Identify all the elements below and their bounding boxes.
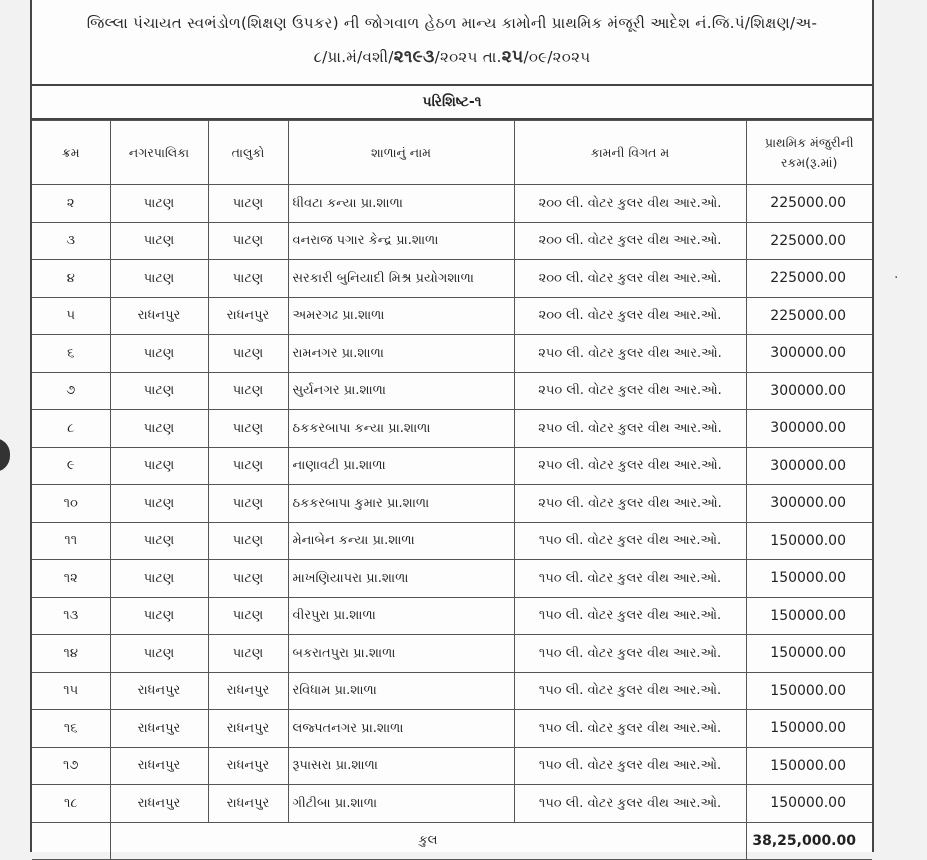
order-ref-suffix: /૦૯/૨૦૨૫	[523, 48, 591, 66]
order-ref-mid: /૨૦૨૫ તા.	[434, 48, 502, 66]
row-serial: ૧૧	[32, 522, 110, 560]
row-serial: ૭	[32, 372, 110, 410]
row-amount: 150000.00	[746, 672, 872, 710]
row-work-detail: ૨૫૦ લી. વોટર કુલર વીથ આર.ઓ.	[514, 335, 746, 373]
row-work-detail: ૨૦૦ લી. વોટર કુલર વીથ આર.ઓ.	[514, 260, 746, 298]
total-amount: 38,25,000.00	[746, 822, 872, 860]
row-school-name: રૂપાસરા પ્રા.શાળા	[288, 747, 514, 785]
table-row	[32, 747, 872, 785]
row-school-name: સરકારી બુનિયાદી મિશ્ર પ્રયોગશાળા	[288, 260, 514, 298]
row-school-name: રવિધામ પ્રા.શાળા	[288, 672, 514, 710]
row-school-name: લજ્પતનગર પ્રા.શાળા	[288, 710, 514, 748]
row-amount: 150000.00	[746, 785, 872, 823]
col-header-school: શાળાનું નામ	[288, 121, 514, 185]
row-taluka: પાટણ	[208, 260, 288, 298]
row-amount: 150000.00	[746, 597, 872, 635]
row-municipality: પાટણ	[110, 260, 208, 298]
row-school-name: સુર્યનગર પ્રા.શાળા	[288, 372, 514, 410]
row-serial: ૫	[32, 297, 110, 335]
row-taluka: પાટણ	[208, 447, 288, 485]
row-municipality: રાધનપુર	[110, 297, 208, 335]
row-work-detail: ૨૦૦ લી. વોટર કુલર વીથ આર.ઓ.	[514, 185, 746, 223]
col-header-work: કામની વિગત મ	[514, 121, 746, 185]
row-work-detail: ૧૫૦ લી. વોટર કુલર વીથ આર.ઓ.	[514, 522, 746, 560]
row-amount: 150000.00	[746, 710, 872, 748]
row-work-detail: ૨૫૦ લી. વોટર કુલર વીથ આર.ઓ.	[514, 485, 746, 523]
total-label: કુલ	[110, 822, 746, 860]
row-work-detail: ૧૫૦ લી. વોટર કુલર વીથ આર.ઓ.	[514, 710, 746, 748]
row-municipality: રાધનપુર	[110, 785, 208, 823]
row-serial: ૧૪	[32, 635, 110, 673]
row-serial: ૨	[32, 185, 110, 223]
table-row	[32, 297, 872, 335]
row-school-name: વનરાજ પગાર કેન્દ્ર પ્રા.શાળા	[288, 222, 514, 260]
row-amount: 150000.00	[746, 522, 872, 560]
row-municipality: પાટણ	[110, 410, 208, 448]
row-serial: ૧૫	[32, 672, 110, 710]
row-serial: ૧૭	[32, 747, 110, 785]
row-taluka: પાટણ	[208, 372, 288, 410]
row-school-name: નાણાવટી પ્રા.શાળા	[288, 447, 514, 485]
row-taluka: પાટણ	[208, 185, 288, 223]
row-work-detail: ૨૦૦ લી. વોટર કુલર વીથ આર.ઓ.	[514, 222, 746, 260]
table-row	[32, 260, 872, 298]
row-serial: ૧૬	[32, 710, 110, 748]
row-school-name: મેનાબેન કન્યા પ્રા.શાળા	[288, 522, 514, 560]
row-municipality: પાટણ	[110, 560, 208, 598]
row-taluka: પાટણ	[208, 222, 288, 260]
row-taluka: પાટણ	[208, 522, 288, 560]
row-municipality: પાટણ	[110, 635, 208, 673]
row-serial: ૯	[32, 447, 110, 485]
margin-dot: .	[894, 266, 899, 282]
row-taluka: પાટણ	[208, 560, 288, 598]
row-municipality: રાધનપુર	[110, 710, 208, 748]
col-header-municipality: નગરપાલિકા	[110, 121, 208, 185]
row-taluka: પાટણ	[208, 485, 288, 523]
row-municipality: પાટણ	[110, 522, 208, 560]
row-school-name: ધીવટા કન્યા પ્રા.શાળા	[288, 185, 514, 223]
row-serial: ૧૦	[32, 485, 110, 523]
row-taluka: રાધનપુર	[208, 297, 288, 335]
row-municipality: પાટણ	[110, 335, 208, 373]
row-municipality: પાટણ	[110, 222, 208, 260]
table-row	[32, 185, 872, 223]
row-school-name: ઠકકરબાપા કુમાર પ્રા.શાળા	[288, 485, 514, 523]
row-taluka: રાધનપુર	[208, 672, 288, 710]
document-page	[30, 0, 899, 852]
total-blank-cell	[32, 822, 110, 860]
punch-hole-mark	[0, 438, 10, 472]
row-amount: 225000.00	[746, 185, 872, 223]
row-amount: 225000.00	[746, 260, 872, 298]
row-work-detail: ૨૫૦ લી. વોટર કુલર વીથ આર.ઓ.	[514, 447, 746, 485]
row-work-detail: ૧૫૦ લી. વોટર કુલર વીથ આર.ઓ.	[514, 635, 746, 673]
row-serial: ૩	[32, 222, 110, 260]
table-row	[32, 635, 872, 673]
row-school-name: વીરપુરા પ્રા.શાળા	[288, 597, 514, 635]
row-municipality: રાધનપુર	[110, 747, 208, 785]
row-school-name: રામનગર પ્રા.શાળા	[288, 335, 514, 373]
row-taluka: પાટણ	[208, 635, 288, 673]
row-amount: 225000.00	[746, 297, 872, 335]
row-work-detail: ૨૫૦ લી. વોટર કુલર વીથ આર.ઓ.	[514, 372, 746, 410]
row-school-name: ઠકકરબાપા કન્યા પ્રા.શાળા	[288, 410, 514, 448]
row-school-name: માખણિયાપરા પ્રા.શાળા	[288, 560, 514, 598]
table-row	[32, 785, 872, 823]
table-row	[32, 372, 872, 410]
row-taluka: રાધનપુર	[208, 785, 288, 823]
table-row	[32, 672, 872, 710]
table-row	[32, 560, 872, 598]
row-taluka: પાટણ	[208, 335, 288, 373]
row-municipality: પાટણ	[110, 185, 208, 223]
row-municipality: પાટણ	[110, 372, 208, 410]
row-work-detail: ૧૫૦ લી. વોટર કુલર વીથ આર.ઓ.	[514, 560, 746, 598]
heading-line-2	[32, 40, 872, 74]
table-row	[32, 522, 872, 560]
row-amount: 300000.00	[746, 447, 872, 485]
row-work-detail: ૧૫૦ લી. વોટર કુલર વીથ આર.ઓ.	[514, 785, 746, 823]
row-work-detail: ૧૫૦ લી. વોટર કુલર વીથ આર.ઓ.	[514, 597, 746, 635]
row-amount: 150000.00	[746, 560, 872, 598]
order-ref-prefix: ૮/પ્રા.મં/વશી/	[313, 48, 394, 66]
row-taluka: પાટણ	[208, 597, 288, 635]
row-amount: 225000.00	[746, 222, 872, 260]
row-serial: ૪	[32, 260, 110, 298]
row-municipality: પાટણ	[110, 597, 208, 635]
row-amount: 150000.00	[746, 635, 872, 673]
table-row	[32, 447, 872, 485]
row-school-name: અમરગઢ પ્રા.શાળા	[288, 297, 514, 335]
table-row	[32, 222, 872, 260]
heading-line-1: જિલ્લા પંચાયત સ્વભંડોળ(શિક્ષણ ઉપકર) ની જોગવાળ હેઠળ માન્ય કામોની પ્રાથમિક મંજૂરી આદેશ નં.જિ.પં/શિક્ષણ/અ-	[86, 14, 818, 32]
row-serial: ૧૩	[32, 597, 110, 635]
row-work-detail: ૧૫૦ લી. વોટર કુલર વીથ આર.ઓ.	[514, 672, 746, 710]
row-taluka: રાધનપુર	[208, 710, 288, 748]
col-header-taluka: તાલુકો	[208, 121, 288, 185]
row-serial: ૬	[32, 335, 110, 373]
row-amount: 300000.00	[746, 335, 872, 373]
row-work-detail: ૨૫૦ લી. વોટર કુલર વીથ આર.ઓ.	[514, 410, 746, 448]
total-row	[32, 822, 872, 860]
row-serial: ૮	[32, 410, 110, 448]
table-header-row	[32, 121, 872, 185]
table-row	[32, 410, 872, 448]
table-row	[32, 710, 872, 748]
row-serial: ૧૮	[32, 785, 110, 823]
row-amount: 150000.00	[746, 747, 872, 785]
handwritten-order-day: ૨૫	[501, 47, 524, 67]
row-school-name: ગીટીબા પ્રા.શાળા	[288, 785, 514, 823]
table-row	[32, 597, 872, 635]
col-header-amount: પ્રાથમિક મંજુરીની રકમ(રૂ.માં)	[746, 121, 872, 185]
table-row	[32, 485, 872, 523]
handwritten-order-number: ૨૧૯૩	[393, 47, 435, 67]
approval-table	[32, 120, 872, 860]
row-amount: 300000.00	[746, 485, 872, 523]
annex-title: પરિશિષ્ટ-૧	[32, 86, 872, 120]
row-serial: ૧૨	[32, 560, 110, 598]
col-header-serial: ક્રમ	[32, 121, 110, 185]
row-municipality: પાટણ	[110, 485, 208, 523]
row-amount: 300000.00	[746, 410, 872, 448]
row-amount: 300000.00	[746, 372, 872, 410]
order-heading	[32, 0, 872, 86]
row-municipality: પાટણ	[110, 447, 208, 485]
row-taluka: રાધનપુર	[208, 747, 288, 785]
table-row	[32, 335, 872, 373]
row-work-detail: ૧૫૦ લી. વોટર કુલર વીથ આર.ઓ.	[514, 747, 746, 785]
row-taluka: પાટણ	[208, 410, 288, 448]
row-school-name: બકરાતપુરા પ્રા.શાળા	[288, 635, 514, 673]
row-work-detail: ૨૦૦ લી. વોટર કુલર વીથ આર.ઓ.	[514, 297, 746, 335]
row-municipality: રાધનપુર	[110, 672, 208, 710]
